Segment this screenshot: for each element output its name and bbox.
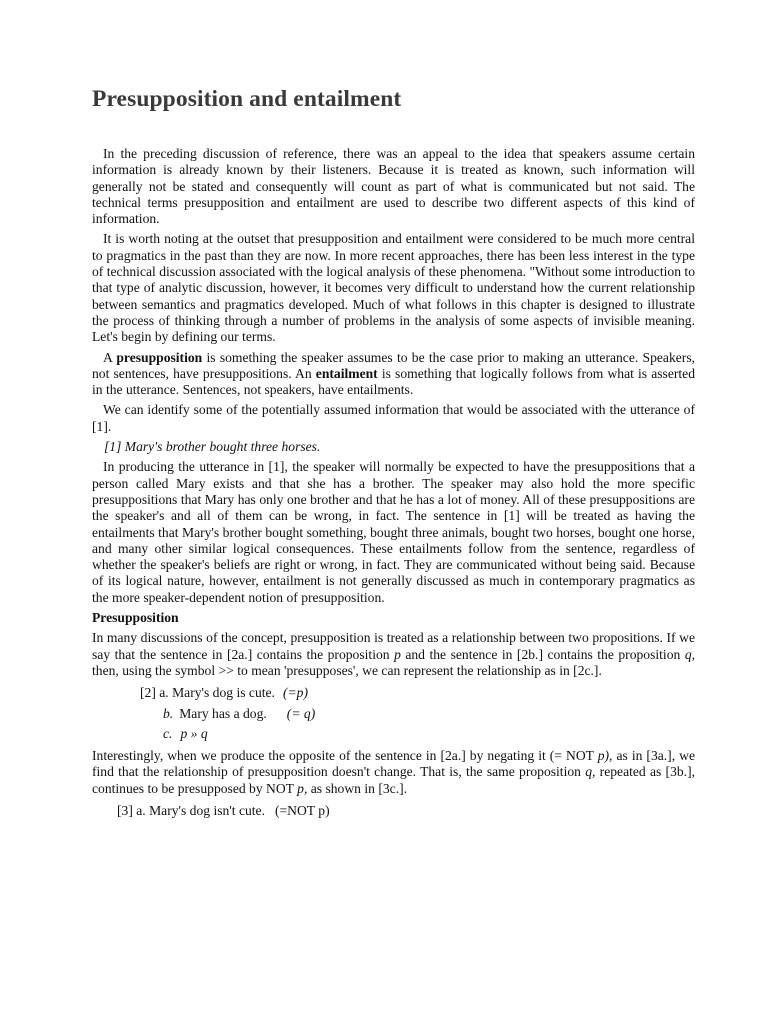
paragraph-definitions: A presupposition is something the speaker assumes to be the case prior to making an utterance. Speakers, not sentences, have presuppositions. An entailment is something that logically follows from what is asserted in the utterance. Sentences, not speakers, have entailments. [92,349,696,398]
example-2c: c. p » q [163,725,208,741]
paragraph-intro: In the preceding discussion of reference, there was an appeal to the idea that speakers assume certain information is already known by their listeners. Because it is treated as known, such information will generally not be stated and consequently will count as part of what is communicated but not said. The technical terms presupposition and entailment are used to describe two different aspects of this kind of information. [92,146,695,227]
example-1: [1] Mary's brother bought three horses. [104,439,321,455]
term-presupposition: presupposition [116,349,203,365]
example-3a: [3] a. Mary's dog isn't cute. (=NOT p) [117,802,330,818]
paragraph-negation: Interestingly, when we produce the opposite of the sentence in [2a.] by negating it (= NOT p), as in [3a.], we find that the relationship of presupposition doesn't change. That is, the same proposition q, repeated as [3b.], continues to be presupposed by NOT p, as shown in [3c.]. [92,748,695,796]
example-2b: b. Mary has a dog. (= q) [163,705,316,721]
term-entailment: entailment [315,365,378,381]
paragraph-analysis: In producing the utterance in [1], the speaker will normally be expected to have the presuppositions that a person called Mary exists and that she has a brother. The speaker may also hold the more specific presuppositions that Mary has only one brother and that he has a lot of money. All of these presuppositions are the speaker's and all of them can be wrong, in fact. The sentence in [1] will be treated as having the entailments that Mary's brother bought something, bought three animals, bought two horses, bought one horse, and many other similar logical consequences. These entailments follow from the sentence, regardless of whether the speaker's beliefs are right or wrong, in fact. They are communicated without being said. Because of its logical nature, however, entailment is not generally discussed as much in contemporary pragmatics as the more speaker-dependent notion of presupposition. [92,459,695,605]
paragraph-propositions: In many discussions of the concept, presupposition is treated as a relationship between two propositions. If we say that the sentence in [2a.] contains the proposition p and the sentence in [2b.] contains the proposition q, then, using the symbol >> to mean 'presupposes', we can represent the relationship as in [2c.]. [92,630,696,678]
example-2a: [2] a. Mary's dog is cute. (=p) [140,685,308,701]
paragraph-identify: We can identify some of the potentially assumed information that would be associated with the utterance of [1]. [92,402,695,434]
page-title: Presupposition and entailment [92,86,402,112]
document-body [92,146,695,823]
paragraph-history: It is worth noting at the outset that presupposition and entailment were considered to be much more central to pragmatics in the past than they are now. In more recent approaches, there has been less interest in the type of technical discussion associated with the logical analysis of these phenomena. "Without some introduction to that type of analytic discussion, however, it becomes very difficult to understand how the current relationship between semantics and pragmatics developed. Much of what follows in this chapter is designed to illustrate the process of thinking through a number of problems in the analysis of some aspects of invisible meaning. Let's begin by defining our terms. [92,231,695,345]
section-heading-presupposition: Presupposition [92,610,179,626]
